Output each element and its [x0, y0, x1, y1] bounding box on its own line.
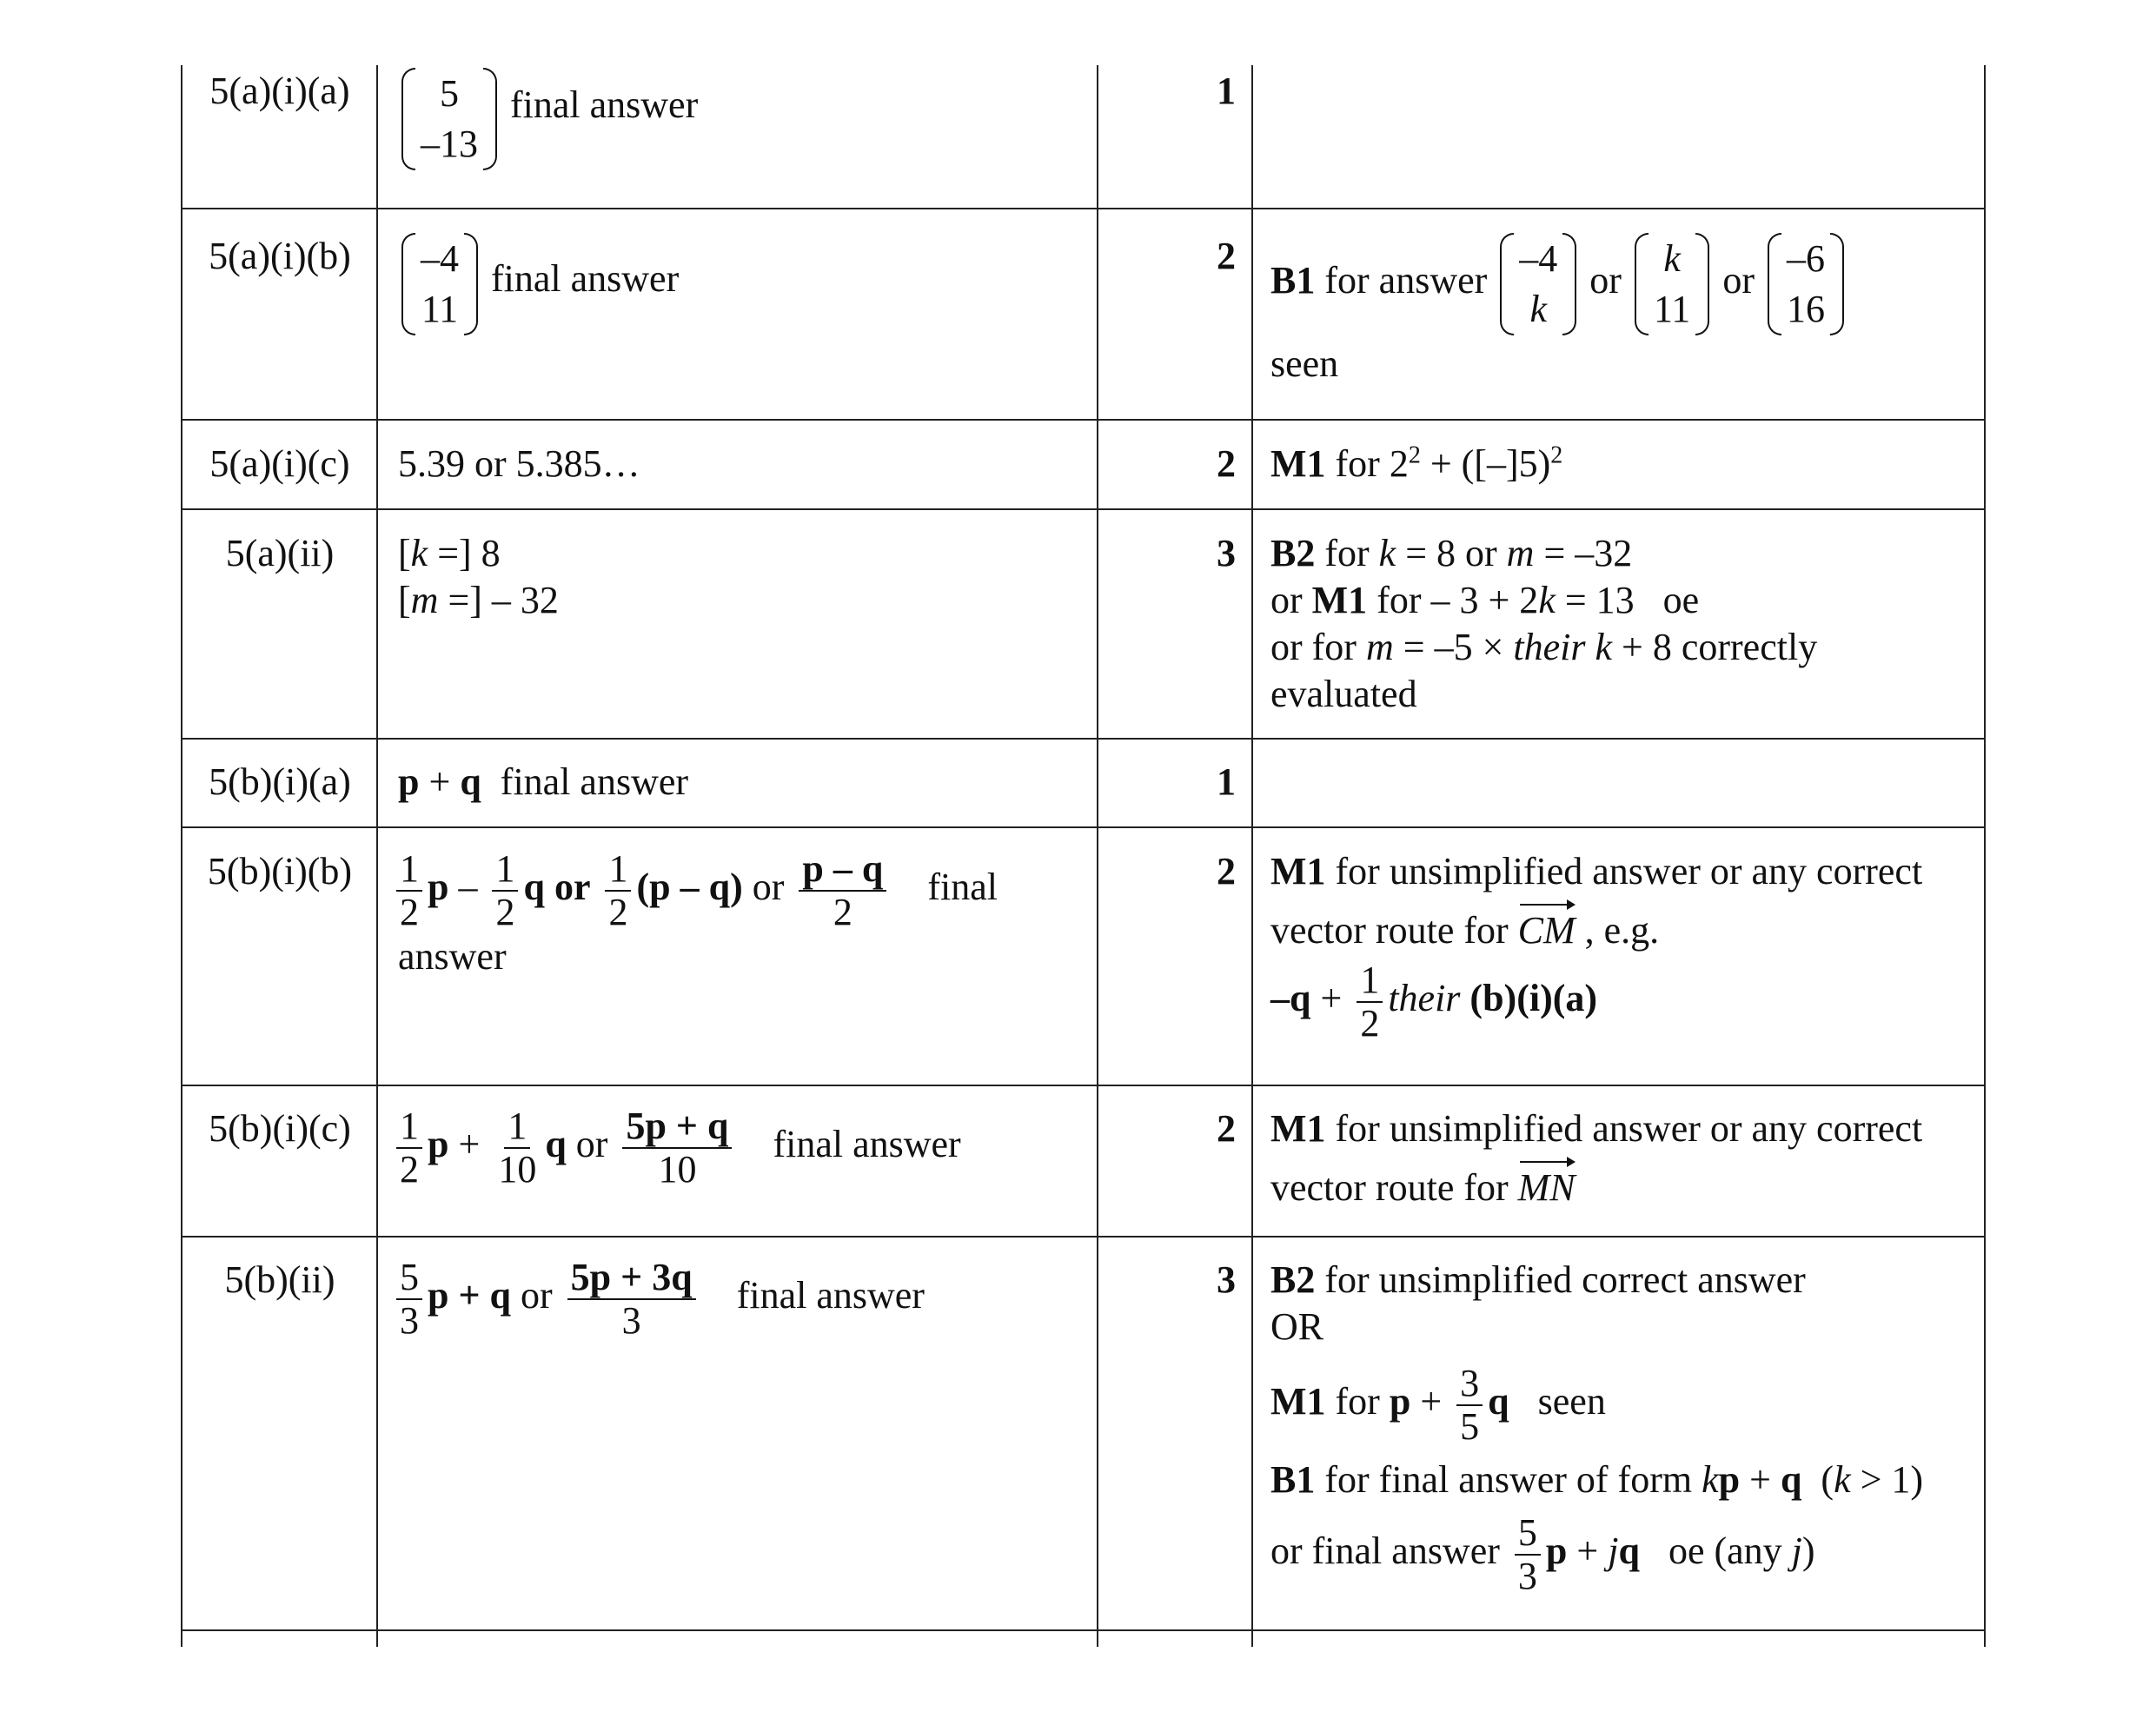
marks-value: 2 — [1217, 850, 1236, 892]
marks-value: 1 — [1217, 760, 1236, 803]
marks-value: 2 — [1217, 235, 1236, 277]
fraction: $\frac{5p + q}{10}$ — [622, 1105, 732, 1191]
row-divider — [181, 208, 1986, 209]
column-vector: –4 11 — [401, 233, 478, 335]
marks-value: 3 — [1217, 532, 1236, 574]
answer-cell: $\frac{1}{2}$ p + $\frac{1}{10}$ q or $\frac{5p + q}{10}$ final answer — [391, 1105, 1086, 1191]
fraction: $\frac{5}{3}$ — [396, 1257, 422, 1342]
row-divider — [181, 508, 1986, 510]
fraction: $\frac{1}{2}$ — [1357, 959, 1383, 1045]
answer-cell: $\frac{5}{3}$ p + q or $\frac{5p + 3q}{3}$ final answer — [391, 1257, 1086, 1342]
table-border-left — [181, 65, 182, 1647]
vector-cm: CM — [1518, 907, 1576, 954]
fraction: $\frac{1}{10}$ — [498, 1105, 537, 1191]
row-divider — [181, 738, 1986, 740]
answer-cell: [k =] 8 [m =] – 32 — [398, 532, 559, 621]
answer-text: final answer — [491, 257, 680, 300]
fraction: $\frac{1}{2}$ — [396, 1105, 422, 1191]
table-border-right — [1984, 65, 1986, 1647]
answer-text: final answer — [510, 83, 699, 126]
fraction: $\frac{5}{3}$ — [1515, 1512, 1541, 1597]
guidance-cell: M1 for unsimplified answer or any correct vector route for MN — [1270, 1105, 1979, 1211]
fraction: $\frac{1}{2}$ — [605, 848, 631, 933]
table-divider-marks — [1251, 65, 1253, 1647]
guidance-cell: B2 for unsimplified correct answer OR M1 for p + $\frac{3}{5}$ q seen B1 for final answer of form kp + q (k > 1) or final answer $\frac{5}{3}$ p + jq oe (any j) — [1270, 1258, 1924, 1597]
question-number: 5(b)(i)(b) — [207, 850, 353, 892]
vector-mn: MN — [1518, 1165, 1576, 1211]
question-number: 5(a)(i)(a) — [209, 70, 350, 112]
guidance-cell: M1 for unsimplified answer or any correct vector route for CM , e.g. –q + $\frac{1}{2}$ their (b)(i)(a) — [1270, 850, 1923, 1045]
guidance-cell: B1 for answer –4 k or k 11 or –6 16 seen — [1270, 233, 1979, 388]
guidance-cell: B2 for k = 8 or m = –32 or M1 for – 3 + 2k = 13 oe or for m = –5 × their k + 8 correctly evaluated — [1270, 532, 1818, 715]
question-number: 5(a)(i)(b) — [209, 235, 351, 277]
answer-cell — [398, 68, 1085, 170]
marks-value: 2 — [1217, 1107, 1236, 1150]
marks-value: 3 — [1217, 1258, 1236, 1301]
question-number: 5(b)(i)(c) — [209, 1107, 351, 1150]
fraction: $\frac{5p + 3q}{3}$ — [567, 1257, 696, 1342]
answer-cell: p + q final answer — [398, 760, 689, 803]
question-number: 5(b)(i)(a) — [209, 760, 351, 803]
question-number: 5(b)(ii) — [224, 1258, 335, 1301]
question-number: 5(a)(ii) — [225, 532, 335, 574]
marks-value: 1 — [1217, 70, 1236, 112]
fraction: $\frac{p - q}{2}$ — [799, 848, 886, 933]
column-vector: –4 k — [1500, 233, 1576, 335]
guidance-cell: M1 for $2^2 + ([-]5)^2$ — [1270, 441, 1563, 485]
column-vector: 5 –13 — [401, 68, 497, 170]
row-divider — [181, 1236, 1986, 1238]
question-number: 5(a)(i)(c) — [209, 442, 350, 485]
table-divider-question — [376, 65, 378, 1647]
answer-cell — [398, 233, 1085, 335]
row-divider — [181, 1085, 1986, 1086]
marks-value: 2 — [1217, 442, 1236, 485]
fraction: $\frac{1}{2}$ — [396, 848, 422, 933]
row-divider — [181, 826, 1986, 828]
table-divider-answer — [1097, 65, 1098, 1647]
fraction: $\frac{3}{5}$ — [1456, 1363, 1483, 1448]
column-vector: –6 16 — [1768, 233, 1844, 335]
row-divider — [181, 1629, 1986, 1631]
fraction: $\frac{1}{2}$ — [492, 848, 518, 933]
answer-cell: 5.39 or 5.385… — [398, 442, 640, 485]
answer-cell: $\frac{1}{2}$ p – $\frac{1}{2}$ q or $\frac{1}{2}$ (p – q) or $\frac{p - q}{2}$ final answer — [398, 847, 998, 978]
row-divider — [181, 419, 1986, 421]
column-vector: k 11 — [1635, 233, 1709, 335]
